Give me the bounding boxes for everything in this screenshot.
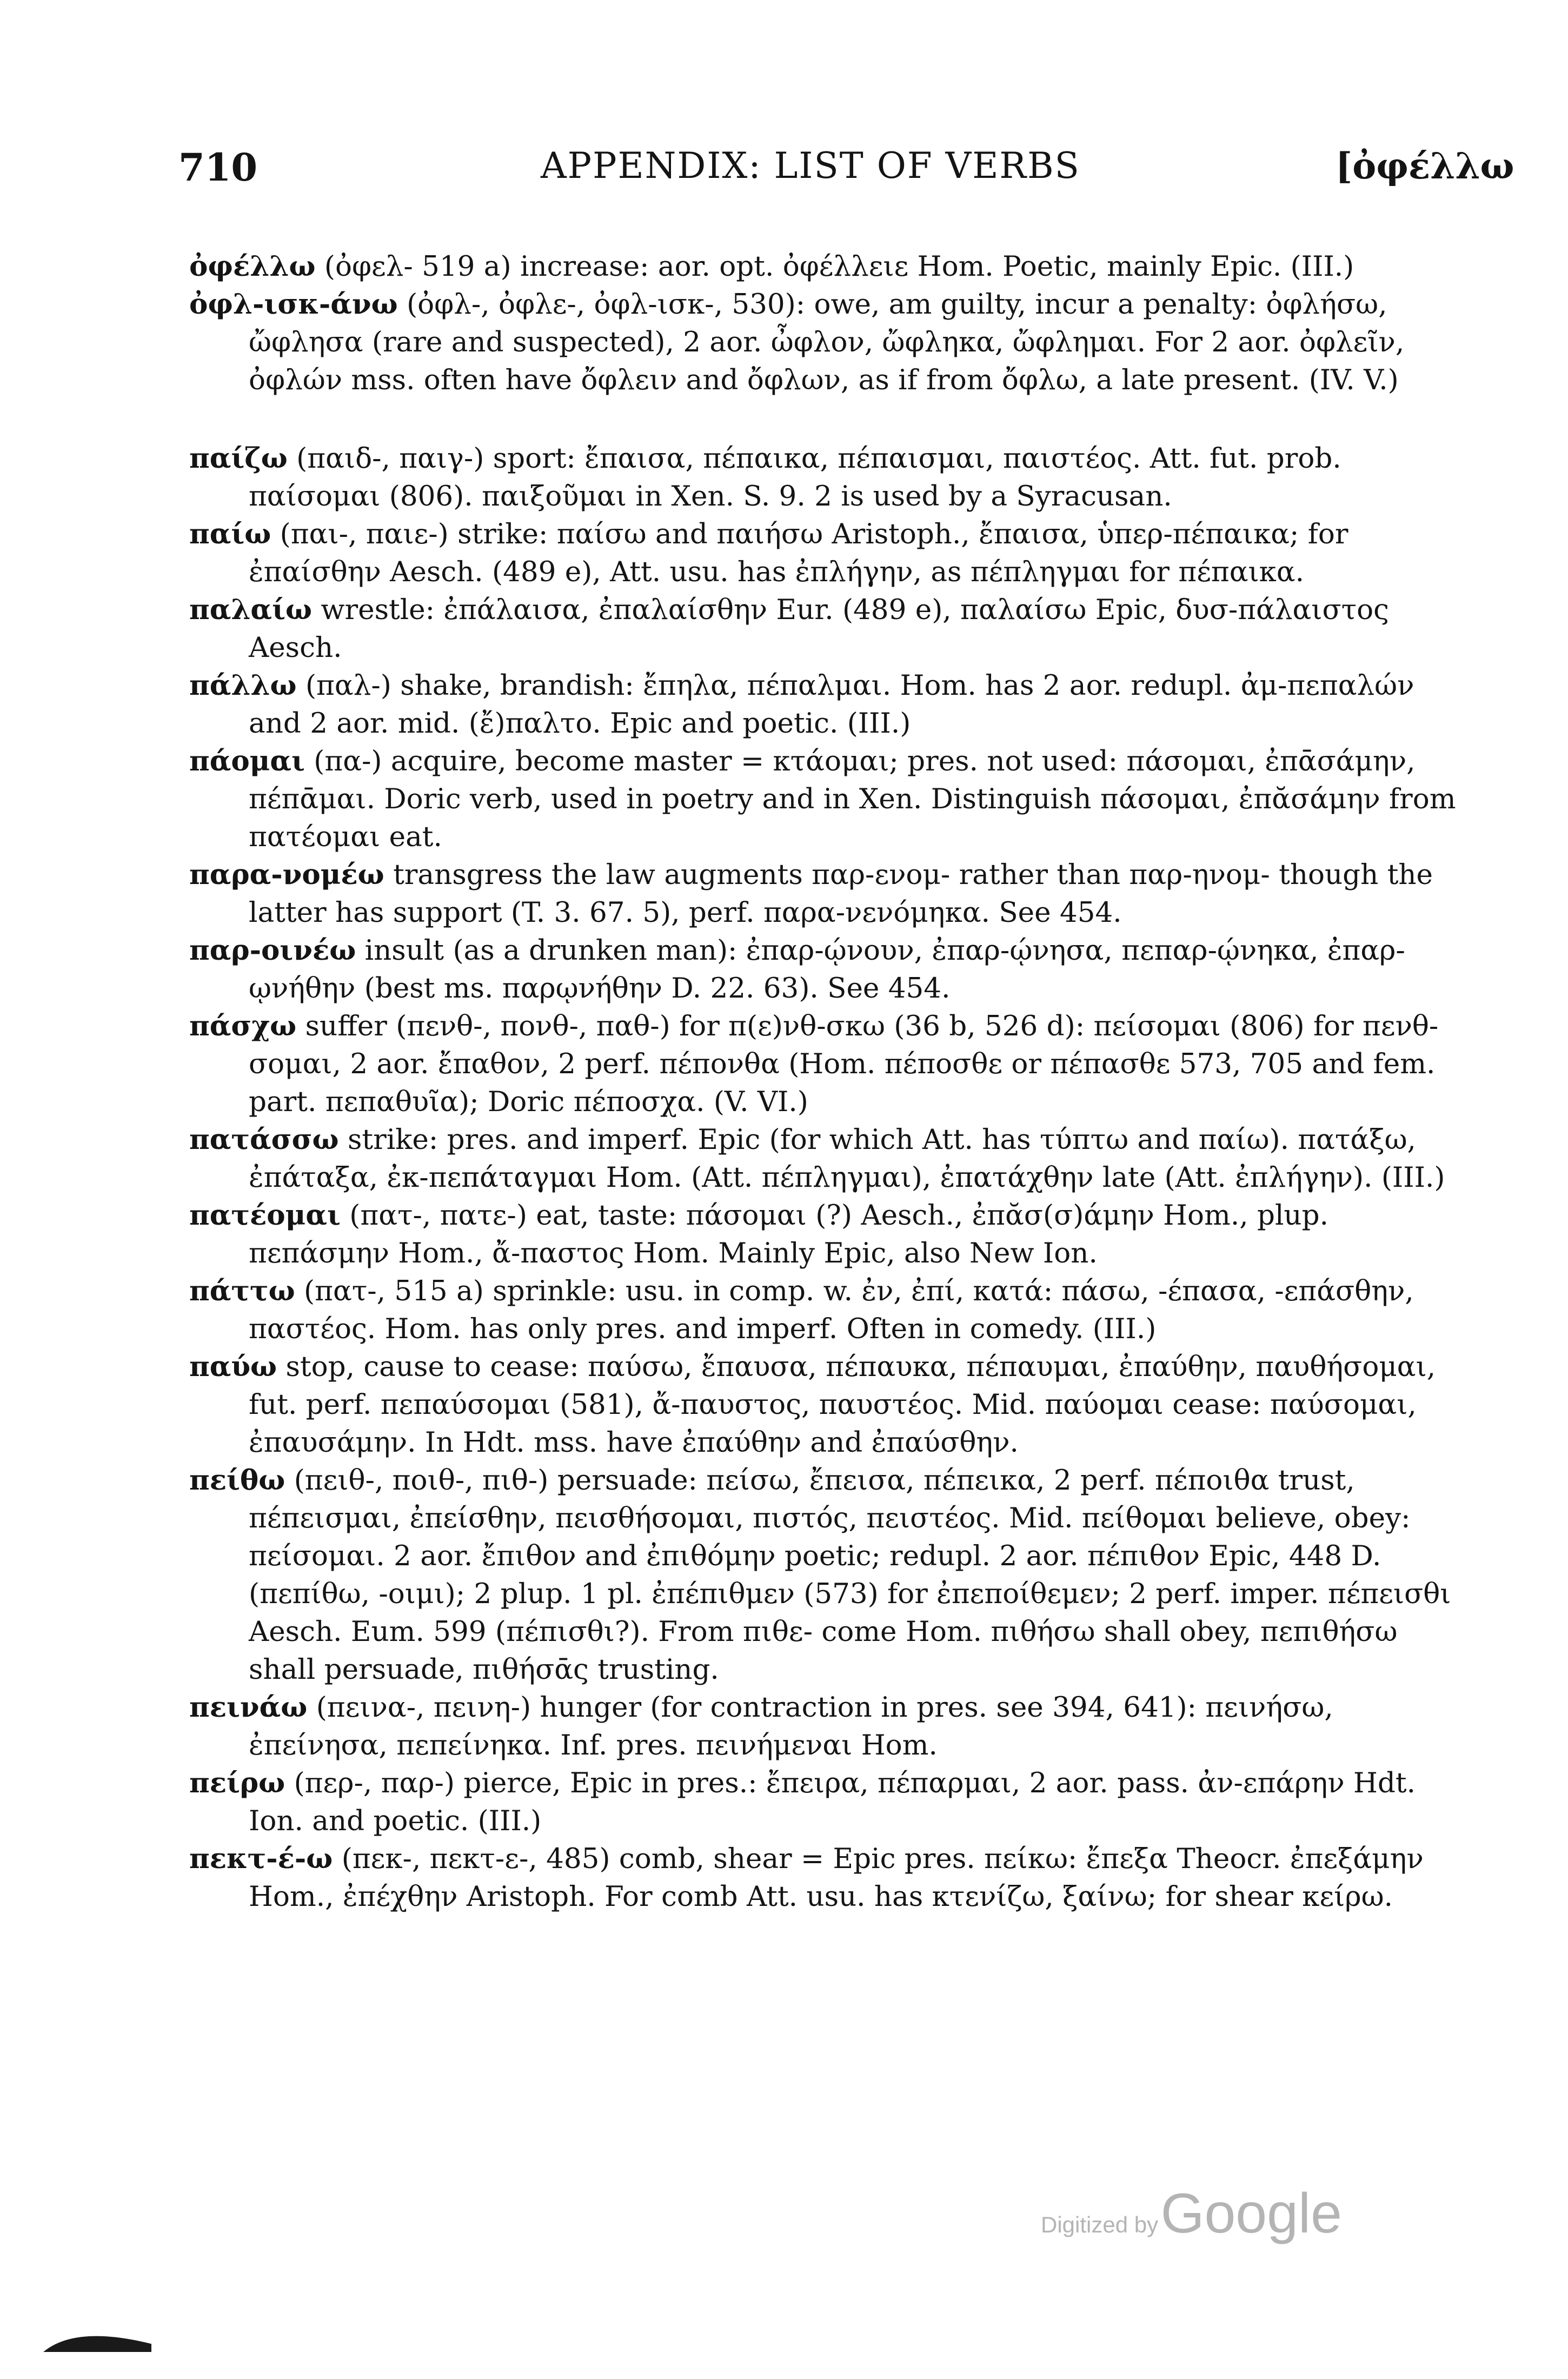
verb-definition: insult (as a drunken man): ἐπαρ-ῴνουν, ἐπαρ-ῴνησα, πεπαρ-ῴνηκα, ἐπαρ-ῳνήθην (best ms. παρῳνήθην D. 22. 63). See 454.: [249, 934, 1405, 1005]
verb-entry: [189, 1007, 1465, 1121]
verb-headword: παρα-νομέω: [189, 859, 384, 891]
verb-entry: [189, 932, 1465, 1007]
verb-definition: (περ-, παρ-) pierce, Epic in pres.: ἔπειρα, πέπαρμαι, 2 aor. pass. ἀν-επάρην Hdt. Ion. and poetic. (III.): [249, 1767, 1416, 1837]
verb-entry: [189, 440, 1465, 515]
verb-entry: [189, 1689, 1465, 1764]
watermark-brand: Google: [1160, 2182, 1342, 2245]
verb-headword: πατέομαι: [189, 1199, 341, 1232]
verb-headword: πείρω: [189, 1767, 285, 1799]
verb-headword: πείθω: [189, 1464, 285, 1497]
verb-definition: (ὀφλ-, ὀφλε-, ὀφλ-ισκ-, 530): owe, am guilty, incur a penalty: ὀφλήσω, ὤφλησα (rare and suspected), 2 aor. ὦφλον, ὤφληκα, ὤφλημαι. For 2 aor. ὀφλεῖν, ὀφλών mss. often have ὄφλειν and ὄφλων, as if from ὄφλω, a late present. (IV. V.): [249, 288, 1405, 396]
running-title: APPENDIX: LIST OF VERBS: [541, 145, 1080, 187]
verb-definition: (ὀφελ- 519 a) increase: aor. opt. ὀφέλλειε Hom. Poetic, mainly Epic. (III.): [324, 250, 1354, 283]
verb-definition: (πατ-, πατε-) eat, taste: πάσομαι (?) Aesch., ἐπᾰσ(σ)άμην Hom., plup. πεπάσμην Hom., ἄ-παστος Hom. Mainly Epic, also New Ion.: [249, 1199, 1328, 1270]
verb-definition: (παλ-) shake, brandish: ἔπηλα, πέπαλμαι. Hom. has 2 aor. redupl. ἀμ-πεπαλών and 2 aor. mid. (ἔ)παλτο. Epic and poetic. (III.): [249, 669, 1414, 740]
verb-entry: [189, 285, 1465, 399]
verb-headword: παρ-οινέω: [189, 934, 356, 967]
verb-headword: πατάσσω: [189, 1124, 339, 1156]
verb-entry: [189, 856, 1465, 932]
verb-headword: πάλλω: [189, 669, 297, 702]
page-number: 710: [178, 145, 258, 190]
page-header: [0, 145, 1568, 199]
verb-entry: [189, 1197, 1465, 1272]
google-watermark: [1041, 2182, 1342, 2246]
verb-definition: transgress the law augments παρ-ενομ- rather than παρ-ηνομ- though the latter has support (T. 3. 67. 5), perf. παρα-νενόμηκα. See 454.: [249, 859, 1433, 929]
catchword: [ὀφέλλω: [1336, 145, 1514, 187]
verb-definition: (πα-) acquire, become master = κτάομαι; pres. not used: πάσομαι, ἐπᾱσάμην, πέπᾱμαι. Doric verb, used in poetry and in Xen. Distinguish πάσομαι, ἐπᾰσάμην from πατέομαι eat.: [249, 745, 1456, 853]
verb-definition: stop, cause to cease: παύσω, ἔπαυσα, πέπαυκα, πέπαυμαι, ἐπαύθην, παυθήσομαι, fut. perf. πεπαύσομαι (581), ἄ-παυστος, παυστέος. Mid. παύομαι cease: παύσομαι, ἐπαυσάμην. In Hdt. mss. have ἐπαύθην and ἐπαύσθην.: [249, 1351, 1436, 1459]
verb-headword: παλαίω: [189, 594, 313, 626]
verb-headword: πεκτ-έ-ω: [189, 1843, 333, 1875]
verb-entry: [189, 1461, 1465, 1689]
watermark-prefix: Digitized by: [1041, 2212, 1159, 2237]
verb-definition: suffer (πενθ-, πονθ-, παθ-) for π(ε)νθ-σκω (36 b, 526 d): πείσομαι (806) for πενθ-σομαι, 2 aor. ἔπαθον, 2 perf. πέπονθα (Hom. πέποσθε or πέπασθε 573, 705 and fem. part. πεπαθυῖα); Doric πέποσχα. (V. VI.): [249, 1010, 1439, 1118]
verb-headword: παίζω: [189, 442, 288, 475]
verb-entry: [189, 1272, 1465, 1348]
verb-definition: (πεκ-, πεκτ-ε-, 485) comb, shear = Epic pres. πείκω: ἔπεξα Theocr. ἐπεξάμην Hom., ἐπέχθην Aristoph. For comb Att. usu. has κτενίζω, ξαίνω; for shear κείρω.: [249, 1843, 1424, 1913]
verb-headword: πεινάω: [189, 1691, 308, 1724]
verb-headword: ὀφλ-ισκ-άνω: [189, 288, 398, 321]
verb-definition: strike: pres. and imperf. Epic (for which Att. has τύπτω and παίω). πατάξω, ἐπάταξα, ἐκ-πεπάταγμαι Hom. (Att. πέπληγμαι), ἐπατάχθην late (Att. ἐπλήγην). (III.): [249, 1124, 1445, 1194]
verb-list: [189, 248, 1465, 1916]
verb-entry: [189, 591, 1465, 667]
verb-entry: [189, 515, 1465, 591]
verb-headword: ὀφέλλω: [189, 250, 316, 283]
verb-headword: παίω: [189, 518, 271, 550]
verb-entry: [189, 742, 1465, 856]
verb-entry: [189, 1348, 1465, 1461]
verb-entry: [189, 1121, 1465, 1197]
verb-headword: πάσχω: [189, 1010, 297, 1042]
verb-entry: [189, 667, 1465, 742]
verb-definition: (πειθ-, ποιθ-, πιθ-) persuade: πείσω, ἔπεισα, πέπεικα, 2 perf. πέποιθα trust, πέπεισμαι, ἐπείσθην, πεισθήσομαι, πιστός, πειστέος. Mid. πείθομαι believe, obey: πείσομαι. 2 aor. ἔπιθον and ἐπιθόμην poetic; redupl. 2 aor. πέπιθον Epic, 448 D. (πεπίθω, -οιμι); 2 plup. 1 pl. ἐπέπιθμεν (573) for ἐπεποίθεμεν; 2 perf. imper. πέπεισθι Aesch. Eum. 599 (πέπισθι?). From πιθε- come Hom. πιθήσω shall obey, πεπιθήσω shall persuade, πιθήσᾱς trusting.: [249, 1464, 1451, 1686]
verb-entry: [189, 248, 1465, 285]
verb-definition: (παιδ-, παιγ-) sport: ἔπαισα, πέπαικα, πέπαισμαι, παιστέος. Att. fut. prob. παίσομαι (806). παιξοῦμαι in Xen. S. 9. 2 is used by a Syracusan.: [249, 442, 1341, 513]
verb-definition: (πατ-, 515 a) sprinkle: usu. in comp. w. ἐν, ἐπί, κατά: πάσω, -έπασα, -επάσθην, παστέος. Hom. has only pres. and imperf. Often in comedy. (III.): [249, 1275, 1414, 1345]
verb-entry: [189, 1840, 1465, 1916]
verb-definition: (πεινα-, πεινη-) hunger (for contraction in pres. see 394, 641): πεινήσω, ἐπείνησα, πεπείνηκα. Inf. pres. πεινήμεναι Hom.: [249, 1691, 1333, 1762]
verb-definition: (παι-, παιε-) strike: παίσω and παιήσω Aristoph., ἔπαισα, ὑπερ-πέπαικα; for ἐπαίσθην Aesch. (489 e), Att. usu. has ἐπλήγην, as πέπληγμαι for πέπαικα.: [249, 518, 1348, 588]
verb-headword: παύω: [189, 1351, 277, 1383]
scan-artifact: [43, 2320, 151, 2352]
verb-headword: πάττω: [189, 1275, 295, 1307]
verb-headword: πάομαι: [189, 745, 305, 778]
verb-entry: [189, 1764, 1465, 1840]
verb-definition: wrestle: ἐπάλαισα, ἐπαλαίσθην Eur. (489 e), παλαίσω Epic, δυσ-πάλαιστος Aesch.: [249, 594, 1389, 664]
